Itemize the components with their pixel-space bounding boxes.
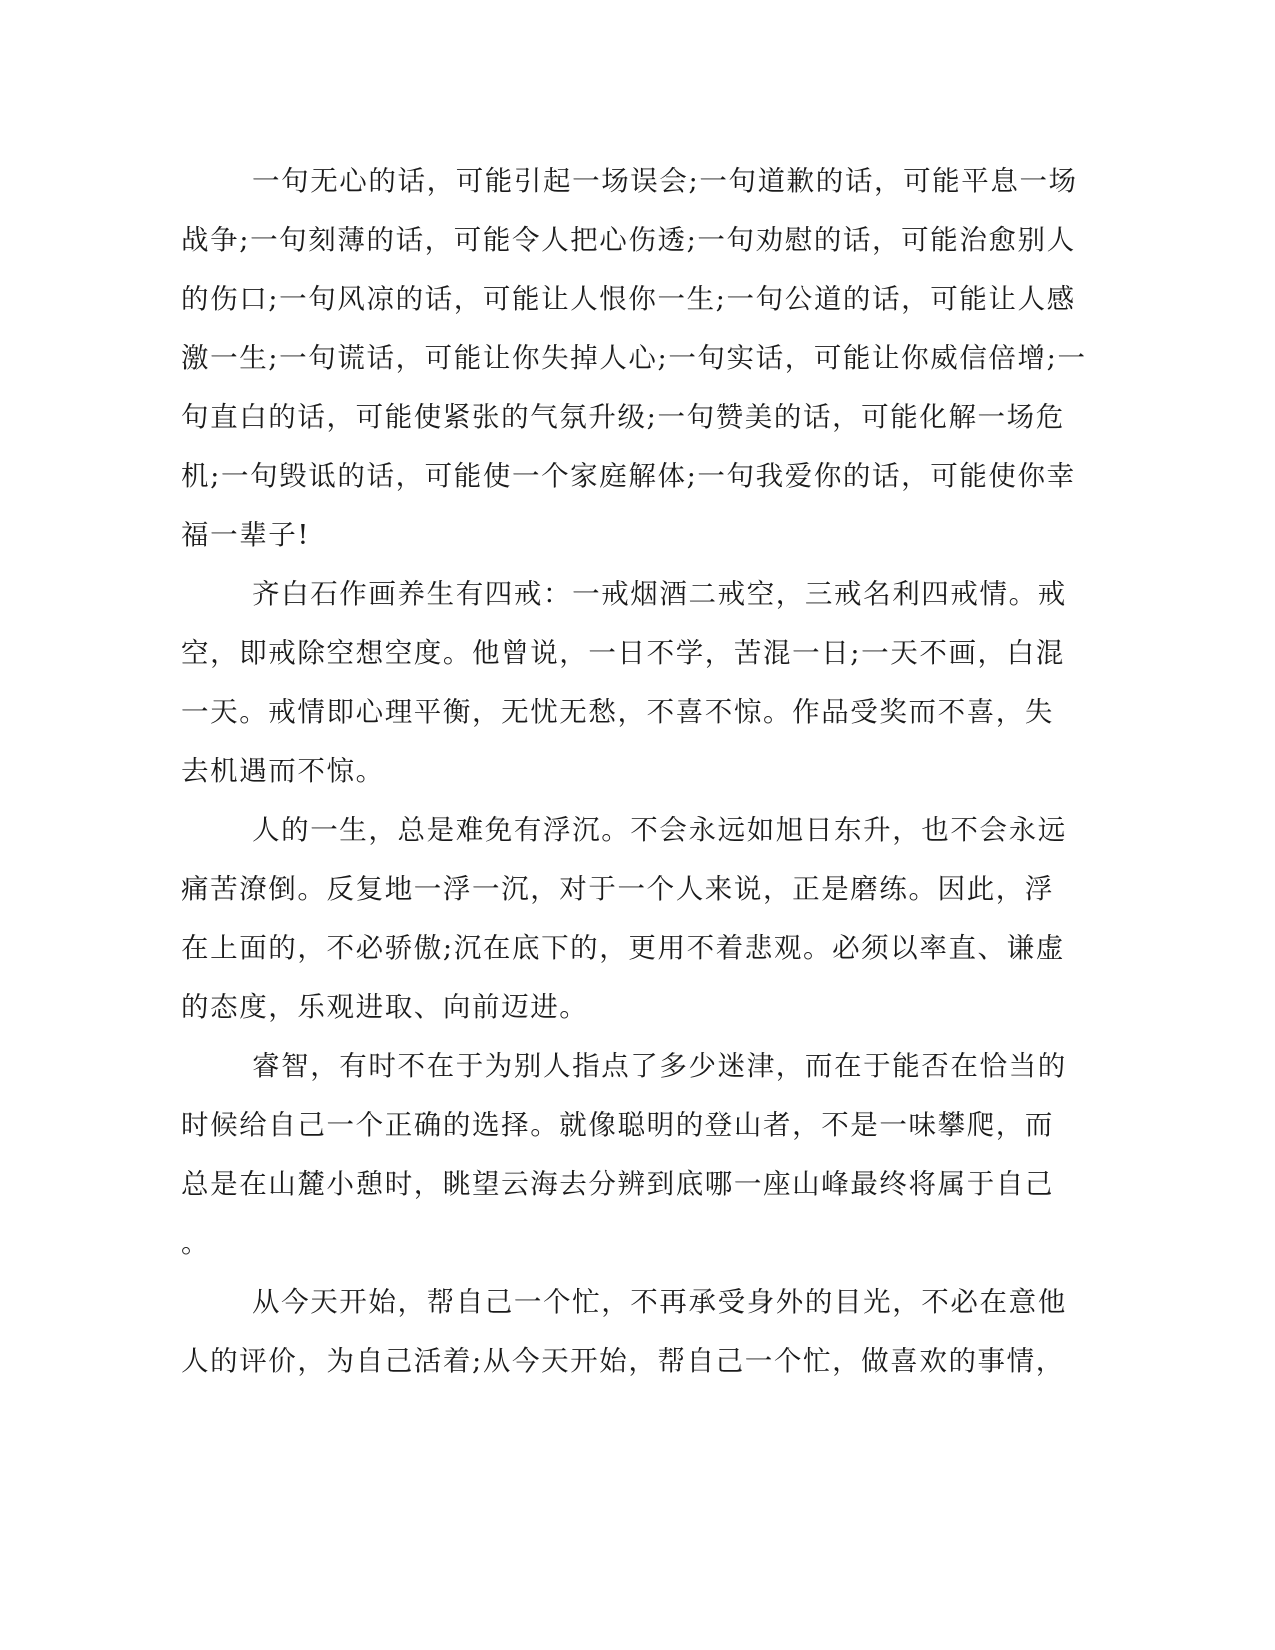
text-line: 人的评价，为自己活着;从今天开始，帮自己一个忙，做喜欢的事情， — [181, 1345, 1065, 1377]
text-line: 齐白石作画养生有四戒：一戒烟酒二戒空，三戒名利四戒情。戒 — [252, 578, 1067, 610]
text-line: 痛苦潦倒。反复地一浮一沉，对于一个人来说，正是磨练。因此，浮 — [181, 873, 1054, 905]
text-line: 的态度，乐观进取、向前迈进。 — [181, 991, 589, 1023]
paragraph-3 — [181, 801, 1067, 1037]
paragraph-1 — [181, 152, 1087, 565]
text-line: 战争;一句刻薄的话，可能令人把心伤透;一句劝慰的话，可能治愈别人 — [181, 224, 1076, 256]
text-line: 人的一生，总是难免有浮沉。不会永远如旭日东升，也不会永远 — [252, 814, 1067, 846]
text-line: 空，即戒除空想空度。他曾说，一日不学，苦混一日;一天不画，白混 — [181, 637, 1065, 669]
text-line: 一句无心的话，可能引起一场误会;一句道歉的话，可能平息一场 — [252, 165, 1078, 197]
paragraph-2 — [181, 565, 1067, 801]
text-line: 的伤口;一句风凉的话，可能让人恨你一生;一句公道的话，可能让人感 — [181, 283, 1076, 315]
text-line: 机;一句毁诋的话，可能使一个家庭解体;一句我爱你的话，可能使你幸 — [181, 460, 1076, 492]
text-line: 福一辈子! — [181, 519, 311, 551]
text-line: 句直白的话，可能使紧张的气氛升级;一句赞美的话，可能化解一场危 — [181, 401, 1065, 433]
text-line: 时候给自己一个正确的选择。就像聪明的登山者，不是一味攀爬，而 — [181, 1109, 1054, 1141]
paragraph-4 — [181, 1037, 1067, 1273]
text-line: 激一生;一句谎话，可能让你失掉人心;一句实话，可能让你威信倍增;一 — [181, 342, 1087, 374]
text-line: 总是在山麓小憩时，眺望云海去分辨到底哪一座山峰最终将属于自己 — [181, 1168, 1054, 1200]
text-line: 。 — [181, 1227, 211, 1259]
text-line: 从今天开始，帮自己一个忙，不再承受身外的目光，不必在意他 — [252, 1286, 1067, 1318]
paragraph-5 — [181, 1273, 1067, 1391]
text-line: 去机遇而不惊。 — [181, 755, 385, 787]
text-line: 睿智，有时不在于为别人指点了多少迷津，而在于能否在恰当的 — [252, 1050, 1067, 1082]
document-body — [181, 152, 1087, 1391]
text-line: 一天。戒情即心理平衡，无忧无愁，不喜不惊。作品受奖而不喜，失 — [181, 696, 1054, 728]
text-line: 在上面的，不必骄傲;沉在底下的，更用不着悲观。必须以率直、谦虚 — [181, 932, 1065, 964]
